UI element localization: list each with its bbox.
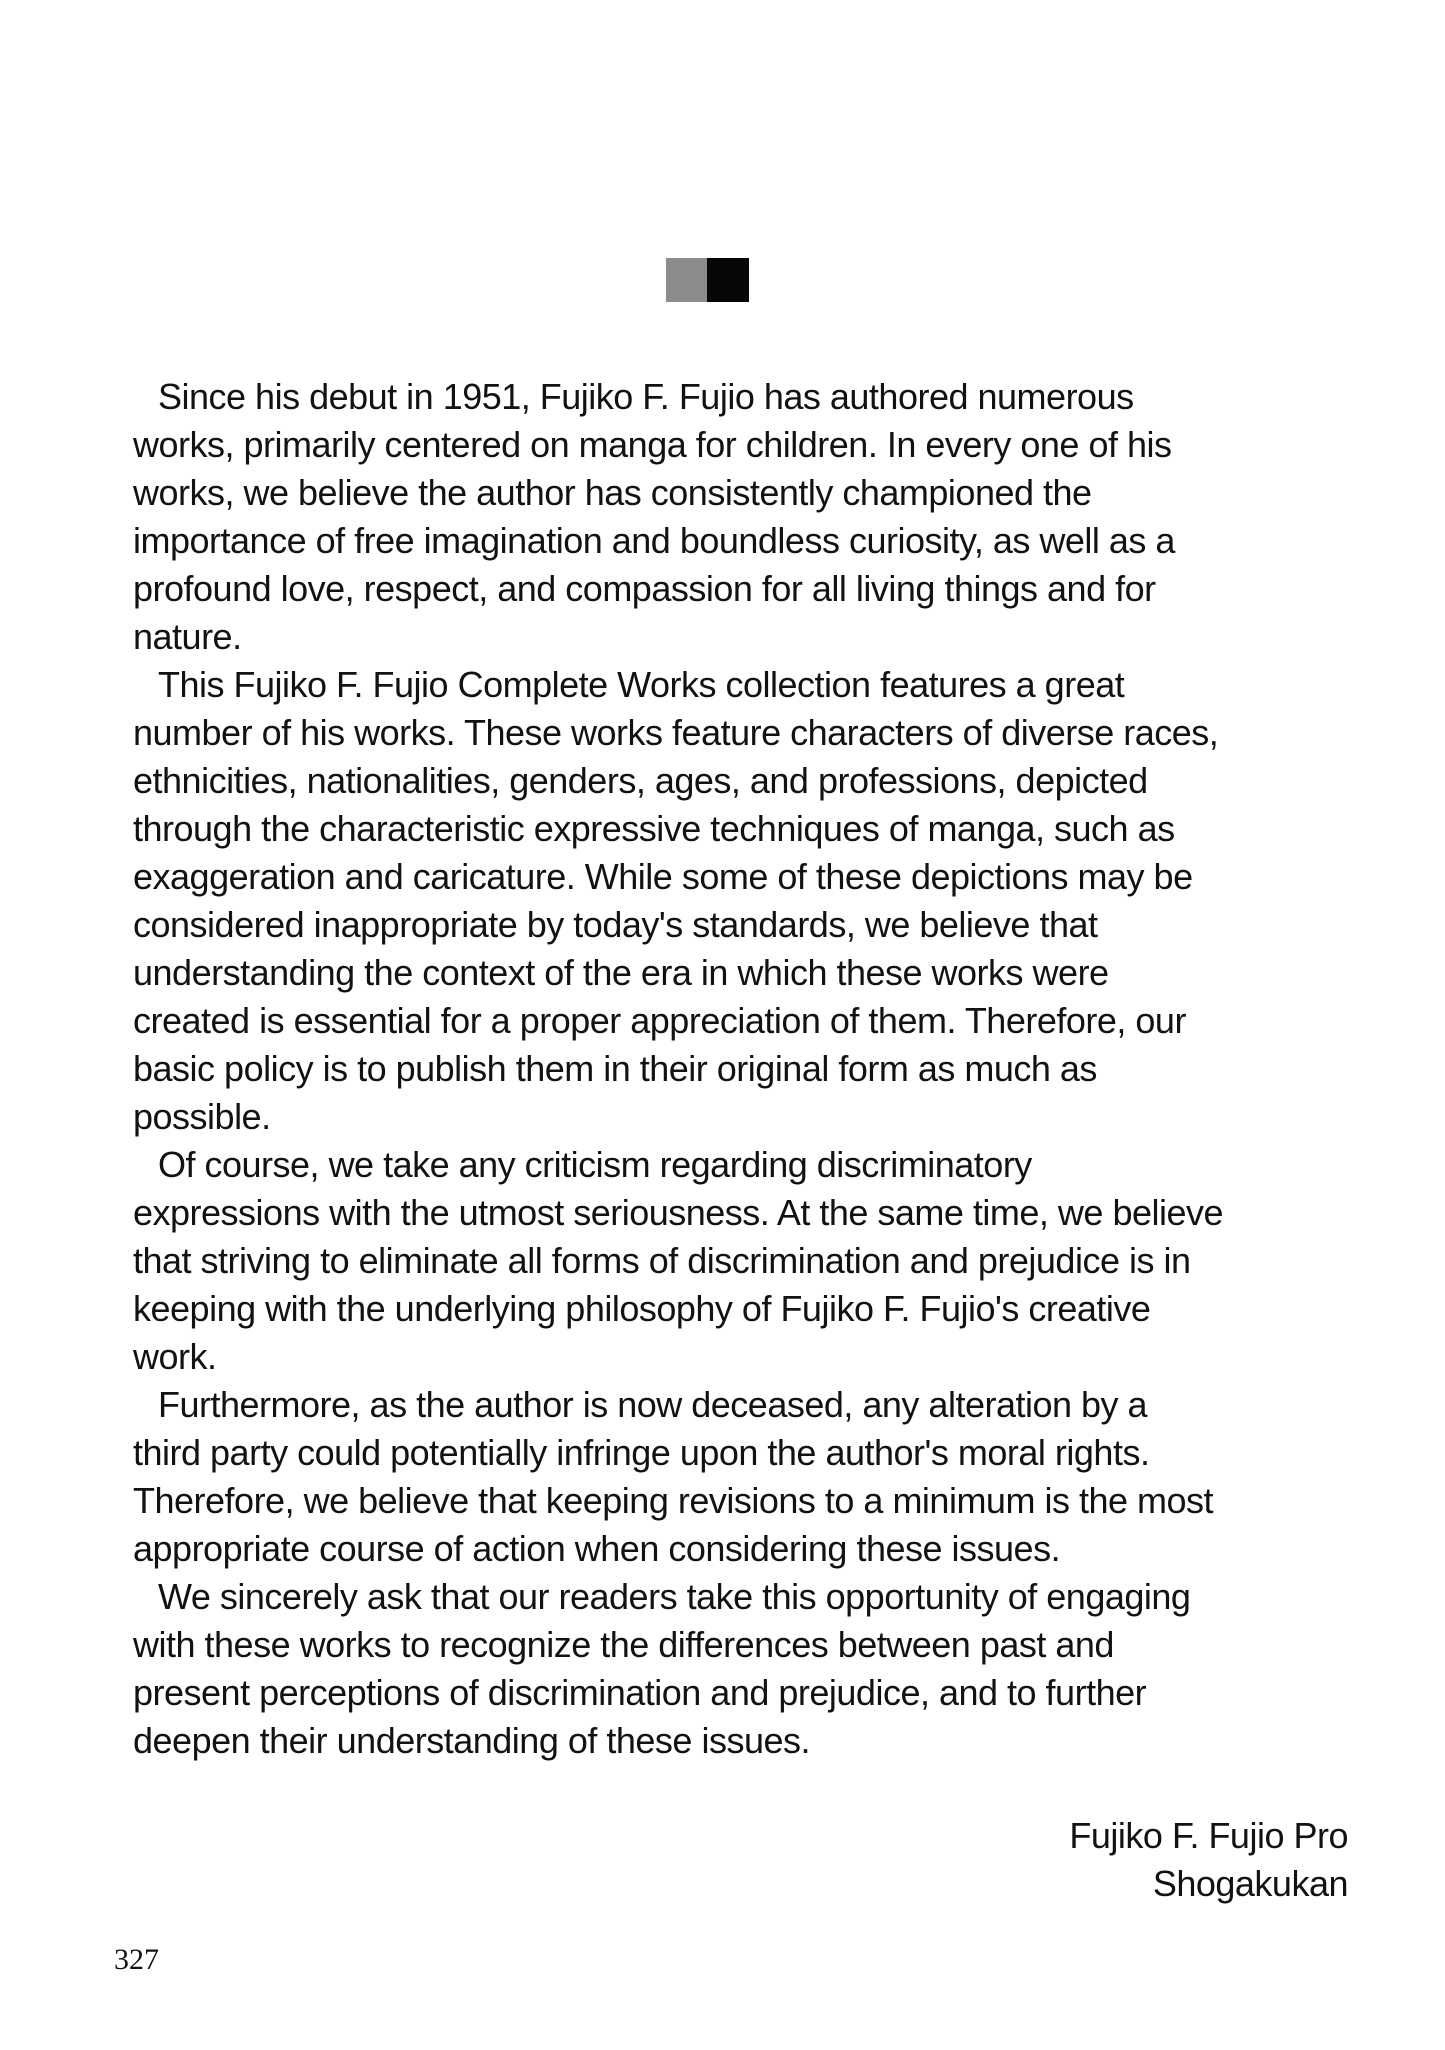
text-line: keeping with the underlying philosophy of Fujiko F. Fujio's creative <box>133 1288 1151 1329</box>
text-line: works, primarily centered on manga for children. In every one of his <box>133 424 1172 465</box>
text-line: This Fujiko F. Fujio Complete Works collection features a great <box>158 664 1125 705</box>
text-line: possible. <box>133 1096 271 1137</box>
text-line: Furthermore, as the author is now deceased, any alteration by a <box>158 1384 1148 1425</box>
text-line: Since his debut in 1951, Fujiko F. Fujio has authored numerous <box>158 376 1134 417</box>
text-line: appropriate course of action when considering these issues. <box>133 1528 1061 1569</box>
text-line: expressions with the utmost seriousness. At the same time, we believe <box>133 1192 1224 1233</box>
text-line: present perceptions of discrimination and prejudice, and to further <box>133 1672 1147 1713</box>
text-line: number of his works. These works feature characters of diverse races, <box>133 712 1219 753</box>
text-line: understanding the context of the era in which these works were <box>133 952 1109 993</box>
paragraph <box>133 1141 1223 1381</box>
text-line: importance of free imagination and boundless curiosity, as well as a <box>133 520 1175 561</box>
signature-author: Fujiko F. Fujio Pro <box>1069 1815 1348 1856</box>
paragraph <box>133 661 1223 1141</box>
paragraph <box>133 1573 1223 1765</box>
text-line: third party could potentially infringe upon the author's moral rights. <box>133 1432 1150 1473</box>
text-line: Therefore, we believe that keeping revisions to a minimum is the most <box>133 1480 1214 1521</box>
afterword-text <box>133 373 1223 1765</box>
page-ornament <box>666 258 749 302</box>
page-number: 327 <box>114 1943 159 1976</box>
text-line: We sincerely ask that our readers take this opportunity of engaging <box>158 1576 1191 1617</box>
ornament-gray-square <box>666 258 707 302</box>
signature-block <box>1069 1812 1348 1908</box>
text-line: works, we believe the author has consistently championed the <box>133 472 1092 513</box>
text-line: profound love, respect, and compassion for all living things and for <box>133 568 1156 609</box>
ornament-black-square <box>707 258 749 302</box>
paragraph <box>133 373 1223 661</box>
text-line: through the characteristic expressive techniques of manga, such as <box>133 808 1175 849</box>
text-line: exaggeration and caricature. While some of these depictions may be <box>133 856 1193 897</box>
text-line: with these works to recognize the differences between past and <box>133 1624 1114 1665</box>
text-line: nature. <box>133 616 242 657</box>
text-line: ethnicities, nationalities, genders, ages, and professions, depicted <box>133 760 1148 801</box>
text-line: work. <box>133 1336 217 1377</box>
signature-publisher: Shogakukan <box>1152 1863 1348 1904</box>
text-line: Of course, we take any criticism regarding discriminatory <box>158 1144 1032 1185</box>
paragraph <box>133 1381 1223 1573</box>
text-line: created is essential for a proper appreciation of them. Therefore, our <box>133 1000 1186 1041</box>
text-line: considered inappropriate by today's standards, we believe that <box>133 904 1098 945</box>
text-line: basic policy is to publish them in their original form as much as <box>133 1048 1097 1089</box>
text-line: that striving to eliminate all forms of discrimination and prejudice is in <box>133 1240 1191 1281</box>
text-line: deepen their understanding of these issues. <box>133 1720 810 1761</box>
